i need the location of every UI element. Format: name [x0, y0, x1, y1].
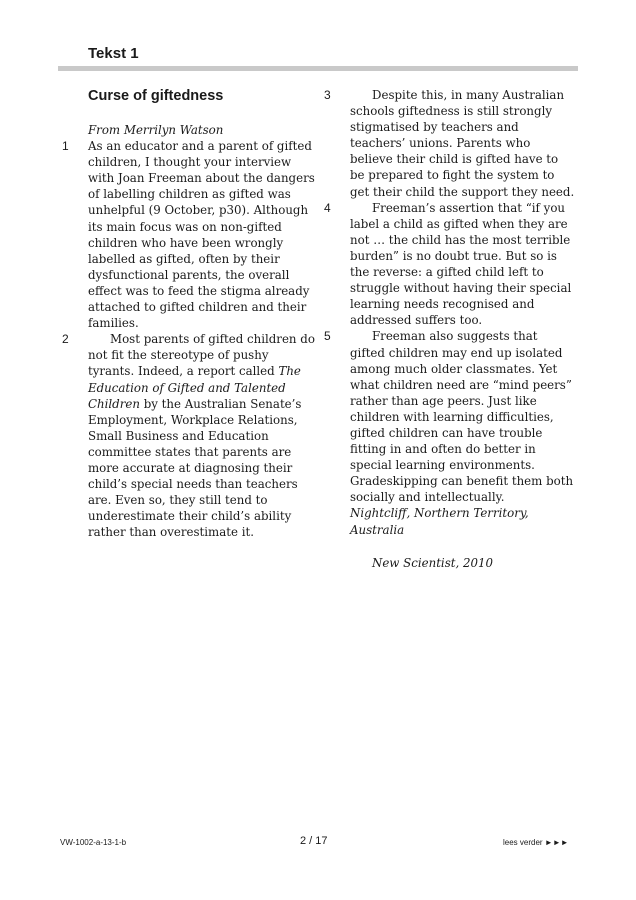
paragraph-text: Freeman also suggests that gifted children may end up isolated among much older classmates. Yet what children need are “mind peers” rather than age peers. Just like children with learning difficulties, gifted children can have trouble fitting in and often do better in special learning environments. Gradeskipping can benefit them both socially and intellectually. [350, 329, 574, 505]
article-byline: From Merrilyn Watson [88, 123, 224, 137]
page-number: 2 / 17 [300, 835, 328, 847]
paragraph-number: 1 [62, 139, 69, 154]
paragraph-2 [62, 331, 318, 540]
paragraph-number: 5 [324, 329, 331, 344]
report-title: The Education of Gifted and Talented Children [88, 364, 301, 411]
header-rule [58, 66, 578, 71]
paragraph-4 [324, 200, 576, 329]
exam-code: VW-1002-a-13-1-b [60, 838, 127, 847]
paragraph-text: Despite this, in many Australian schools giftedness is still strongly stigmatised by teachers and teachers’ unions. Parents who believe their child is gifted have to be prepared to fight the system to get their child the support they need. [350, 88, 575, 199]
article-column-right [324, 87, 576, 571]
section-title: Tekst 1 [88, 45, 139, 62]
article-source: New Scientist, 2010 [372, 555, 494, 570]
paragraph-5 [324, 328, 576, 505]
paragraph-number: 3 [324, 88, 331, 102]
paragraph-text: Freeman’s assertion that “if you label a child as gifted when they are not … the child has the most terrible burden” is no doubt true. But so is the reverse: a gifted child left to struggle without having their special learning needs recognised and addressed suffers too. [350, 200, 572, 328]
paragraph-text: As an educator and a parent of gifted children, I thought your interview with Joan Freeman about the dangers of labelling children as gifted was unhelpful (9 October, p30). Although its main focus was on non-gifted children who have been wrongly labelled as gifted, often by their dysfunctional parents, the overall effect was to feed the stigma already attached to gifted children and their families. [88, 139, 315, 331]
article-title: Curse of giftedness [88, 88, 224, 104]
article-column-left [62, 87, 318, 540]
paragraph-number: 2 [62, 332, 69, 347]
paragraph-1 [62, 138, 318, 331]
paragraph-3 [324, 87, 576, 200]
paragraph-text: Most parents of gifted children do not fit the stereotype of pushy tyrants. Indeed, a report called [88, 332, 315, 379]
paragraph-number: 4 [324, 200, 331, 215]
letter-signature: Nightcliff, Northern Territory, Australia [350, 506, 529, 537]
paragraph-text: by the Australian Senate’s Employment, Workplace Relations, Small Business and Education committee states that parents are more accurate at diagnosing their child’s special needs than teachers are. Even so, they still tend to underestimate their child’s ability rather than overestimate it. [88, 396, 302, 540]
continue-indicator: lees verder ►►► [503, 838, 569, 847]
